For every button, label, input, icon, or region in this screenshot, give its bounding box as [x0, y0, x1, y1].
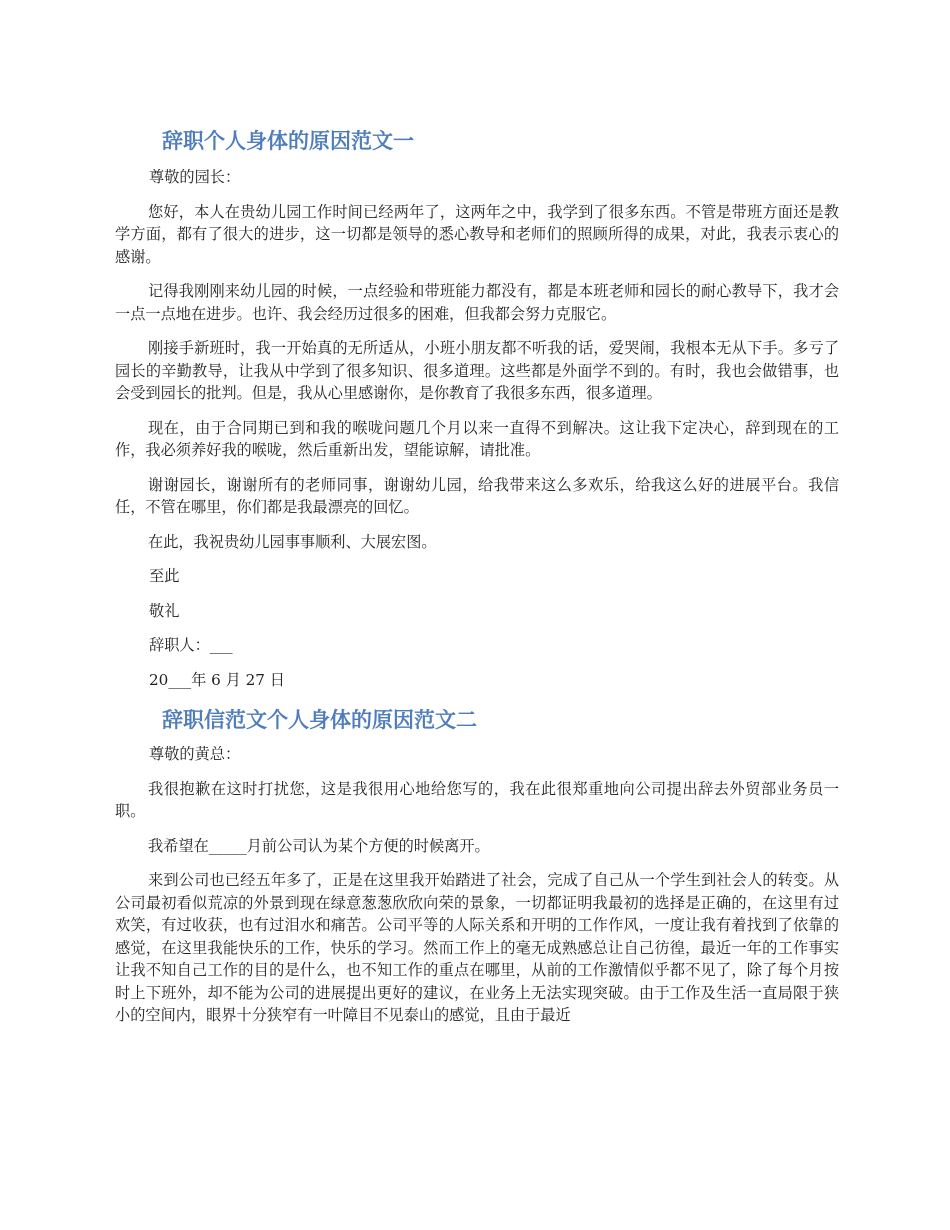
section-1-paragraph: 在此，我祝贵幼儿园事事顺利、大展宏图。: [148, 532, 437, 551]
section-1-title: 辞职个人身体的原因范文一: [162, 129, 414, 153]
document-content: [115, 124, 839, 1039]
section-1-paragraph: 刚接手新班时，我一开始真的无所适从，小班小朋友都不听我的话，爱哭闹，我根本无从下手。多亏了园长的辛勤教导，让我从中学到了很多知识、很多道理。这些都是外面学不到的。有时，我也会做错事，也会受到园长的批判。但是，我从心里感谢你，是你教育了我很多东西，很多道理。: [115, 339, 839, 402]
closing-line: 至此: [149, 567, 180, 585]
section-1-paragraph: 现在，由于合同期已到和我的喉咙问题几个月以来一直得不到解决。这让我下定决心，辞到现在的工作，我必须养好我的喉咙，然后重新出发，望能谅解，请批准。: [115, 418, 839, 459]
section-1-paragraph: 您好，本人在贵幼儿园工作时间已经两年了，这两年之中，我学到了很多东西。不管是带班方面还是教学方面，都有了很大的进步，这一切都是领导的悉心教导和老师们的照顾所得的成果，对此，我表示衷心的感谢。: [115, 202, 839, 266]
section-2-salutation: 尊敬的黄总：: [149, 745, 241, 763]
date-line: 20___年 6 月 27 日: [149, 670, 285, 689]
section-2-paragraph: 来到公司也已经五年多了，正是在这里我开始踏进了社会，完成了自己从一个学生到社会人的转变。从公司最初看似荒凉的外景到现在绿意葱葱欣欣向荣的景象，一切都证明我最初的选择是正确的，在这里有过欢笑，有过收获，也有过泪水和痛苦。公司平等的人际关系和开明的工作作风，一度让我有着找到了依靠的感觉，在这里我能快乐的工作，快乐的学习。然而工作上的毫无成熟感总让自己彷徨，最近一年的工作事实让我不知自己工作的目的是什么，也不知工作的重点在哪里，从前的工作激情似乎都不见了，除了每个月按时上下班外，却不能为公司的进展提出更好的建议，在业务上无法实现突破。由于工作及生活一直局限于狭小的空间内，眼界十分狭窄有一叶障目不见泰山的感觉，且由于最近: [115, 871, 839, 1024]
section-2-paragraph: 我希望在_____月前公司认为某个方便的时候离开。: [148, 836, 490, 855]
section-1-paragraph: 记得我刚刚来幼儿园的时候，一点经验和带班能力都没有，都是本班老师和园长的耐心教导下，我才会一点一点地在进步。也许、我会经历过很多的困难，但我都会努力克服它。: [115, 282, 839, 323]
signer-line: 辞职人：___: [149, 636, 233, 654]
section-2-title: 辞职信范文个人身体的原因范文二: [162, 708, 477, 732]
section-1-salutation: 尊敬的园长：: [149, 168, 241, 186]
closing-regards: 敬礼: [149, 601, 180, 620]
section-2-paragraph: 我很抱歉在这时打扰您，这是我很用心地给您写的，我在此很郑重地向公司提出辞去外贸部业务员一职。: [115, 779, 839, 820]
section-1-paragraph: 谢谢园长，谢谢所有的老师同事，谢谢幼儿园，给我带来这么多欢乐，给我这么好的进展平台。我信任，不管在哪里，你们都是我最漂亮的回忆。: [115, 475, 839, 516]
